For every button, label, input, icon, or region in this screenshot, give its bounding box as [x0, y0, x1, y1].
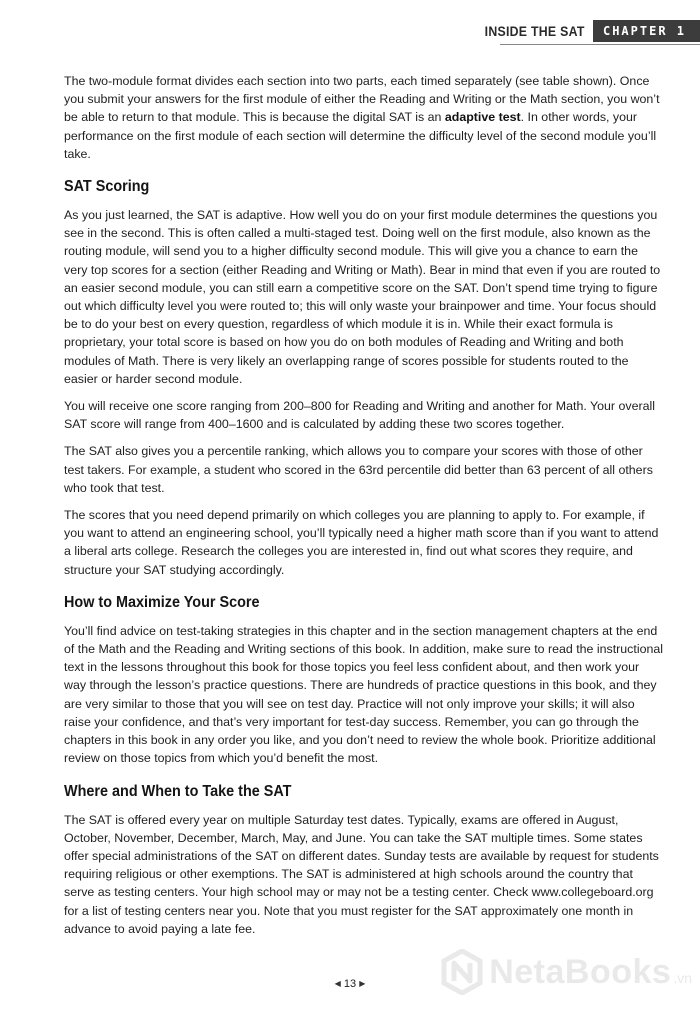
chapter-tab: CHAPTER 1	[593, 20, 700, 42]
heading-where-when: Where and When to Take the SAT	[64, 782, 292, 800]
watermark-tld: .vn	[673, 970, 692, 986]
page-number: 13	[343, 978, 357, 990]
watermark	[441, 942, 692, 1002]
running-head	[471, 18, 700, 44]
paragraph: The SAT also gives you a percentile ranking, which allows you to compare your scores with those of other test takers. For example, a student who scored in the 63rd percentile did better than 63 percent of all others who took that test.	[64, 444, 653, 495]
intro-paragraph: The two-module format divides each section into two parts, each timed separately (see table shown). Once you submit your answers for the first module of either the Reading and Writing or the Math section, you won’t be able to return to that module. This is because the digital SAT is an adaptive test. In other words, your performance on the first module of each section will determine the difficulty level of the second module you’ll take.	[64, 74, 660, 161]
bold-term: adaptive test	[444, 110, 521, 125]
paragraph: As you just learned, the SAT is adaptive. How well you do on your first module determines the questions you see in the second. This is often called a multi-staged test. Doing well on the first module, also known as the routing module, will send you to a higher difficulty second module. This will give you a chance to earn the very top scores for a section (either Reading and Writing or Math). Bear in mind that even if you are routed to an easier second module, you can still earn a competitive score on the SAT. Don’t spend time trying to figure out which difficulty level you were routed to; this will only waste your brainpower and time. Your focus should be to do your best on every question, regardless of which module it is in. While their exact formula is proprietary, your total score is based on how you do on both modules of Reading and Writing and both modules of Math. There is very likely an overlapping range of scores possible for students routed to the easier or harder second module.	[64, 208, 661, 386]
heading-sat-scoring: SAT Scoring	[64, 178, 150, 196]
watermark-logo-icon	[441, 949, 483, 995]
page-body	[64, 72, 664, 947]
paragraph: You’ll find advice on test-taking strategies in this chapter and in the section management chapters at the end of the Math and the Reading and Writing sections of this book. In addition, make sure to read the instructional text in the lessons throughout this book for those topics you feel less confident about, and then work your way through the lesson’s practice questions. There are hundreds of practice questions in this book, and they are very similar to those that you will see on test day. Practice will not only improve your skills; it will also raise your confidence, and that’s very important for test-day success. Remember, you can go through the chapters in this book in any order you like, and you don’t need to review the whole book. Prioritize additional review on those topics from which you’d benefit the most.	[64, 623, 664, 766]
right-triangle-icon: ▶	[359, 979, 366, 988]
header-rule	[500, 44, 700, 45]
left-triangle-icon: ◀	[334, 979, 341, 988]
paragraph: You will receive one score ranging from 200–800 for Reading and Writing and another for Math. Your overall SAT score will range from 400–1600 and is calculated by adding these two scores together.	[64, 399, 655, 432]
paragraph: The SAT is offered every year on multiple Saturday test dates. Typically, exams are offered in August, October, November, December, March, May, and June. You can take the SAT multiple times. Some states offer special administrations of the SAT on different dates. Sunday tests are available by request for students requiring religious or other exemptions. The SAT is administered at high schools around the country that serve as testing centers. Your high school may or may not be a testing center. Check www.collegeboard.org for a list of testing centers near you. Note that you must register for the SAT approximately one month in advance to avoid paying a late fee.	[64, 812, 659, 936]
running-head-section: INSIDE THE SAT	[484, 23, 585, 39]
heading-maximize-score: How to Maximize Your Score	[64, 593, 260, 611]
paragraph: The scores that you need depend primarily on which colleges you are planning to apply to. For example, if you want to attend an engineering school, you’ll typically need a higher math score than if you want to attend a liberal arts college. Research the colleges you are interested in, find out what scores they require, and structure your SAT studying accordingly.	[64, 508, 659, 577]
watermark-brand: NetaBooks	[489, 952, 672, 991]
